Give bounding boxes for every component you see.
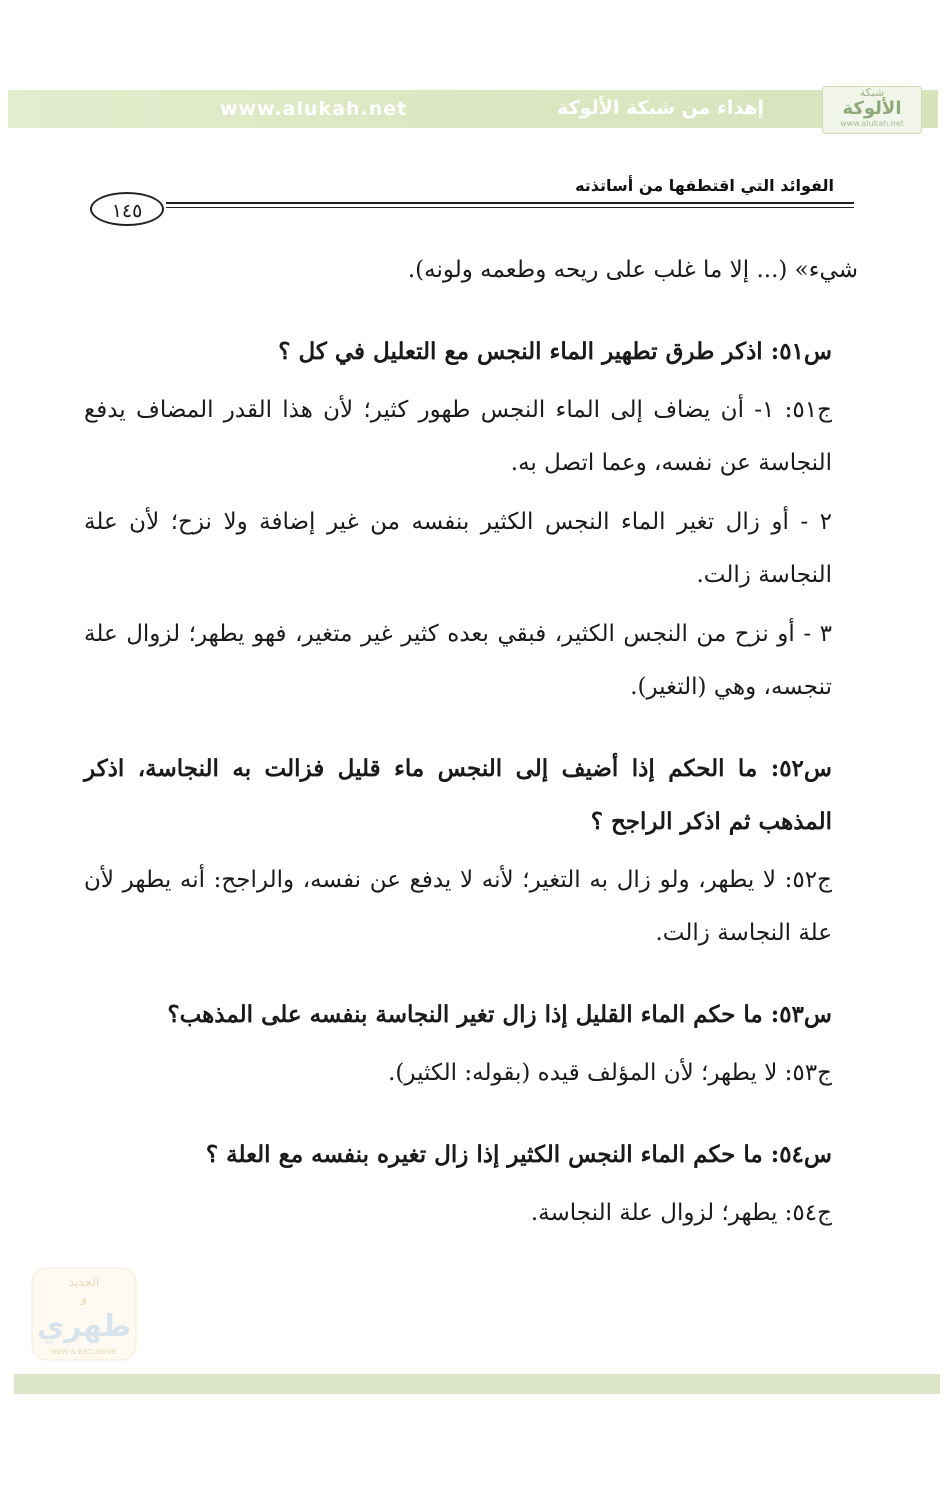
- watermark-stamp: [30, 1264, 138, 1364]
- answer-51-2: ٢ - أو زال تغير الماء النجس الكثير بنفسه من غير إضافة ولا نزح؛ لأن علة النجاسة زالت.: [84, 509, 832, 588]
- header-banner: [8, 90, 938, 128]
- question-52: س٥٢: ما الحكم إذا أضيف إلى النجس ماء قليل فزالت به النجاسة، اذكر المذهب ثم اذكر الراجح ؟: [84, 755, 832, 835]
- logo-main-text: الألوكة: [842, 98, 902, 119]
- question-54: س٥٤: ما حكم الماء النجس الكثير إذا زال تغيره بنفسه مع العلة ؟: [205, 1141, 832, 1168]
- answer-51-1: ج٥١: ١- أن يضاف إلى الماء النجس طهور كثير؛ لأن هذا القدر المضاف يدفع النجاسة عن نفسه، وعما اتصل به.: [84, 397, 832, 476]
- running-title: الفوائد التي اقتطفها من أساتذته: [575, 176, 834, 195]
- stamp-sub: NEW & EXCLUSIVE: [51, 1348, 117, 1356]
- page-number: ١٤٥: [90, 192, 164, 226]
- logo-url-text: www.alukah.net: [840, 119, 904, 128]
- header-rule: [166, 202, 854, 204]
- stamp-main: طهري: [36, 1309, 132, 1344]
- answer-52: ج٥٢: لا يطهر، ولو زال به التغير؛ لأنه لا يدفع عن نفسه، والراجح: أنه يطهر لأن علة النجاسة زالت.: [84, 867, 832, 946]
- logo-small-text: شبكة: [859, 86, 885, 99]
- answer-53: ج٥٣: لا يطهر؛ لأن المؤلف قيده (بقوله: الكثير).: [388, 1060, 832, 1086]
- header-rule-thin: [166, 207, 854, 208]
- answer-51-3: ٣ - أو نزح من النجس الكثير، فبقي بعده كثير غير متغير، فهو يطهر؛ لزوال علة تنجسه، وهي (التغير).: [84, 621, 832, 700]
- question-53: س٥٣: ما حكم الماء القليل إذا زال تغير النجاسة بنفسه على المذهب؟: [167, 1001, 832, 1028]
- question-51: س٥١: اذكر طرق تطهير الماء النجس مع التعليل في كل ؟: [278, 338, 832, 365]
- stamp-mid: و: [81, 1291, 87, 1305]
- page-content: [84, 244, 858, 1240]
- gift-text: إهداء من شبكة الألوكة: [557, 97, 764, 119]
- answer-54: ج٥٤: يطهر؛ لزوال علة النجاسة.: [530, 1200, 832, 1226]
- alukah-logo: [822, 86, 922, 134]
- footer-band: [14, 1374, 940, 1394]
- site-url[interactable]: www.alukah.net: [220, 98, 408, 120]
- stamp-top: الجديد: [68, 1275, 100, 1289]
- paragraph-continuation: شيء» (... إلا ما غلب على ريحه وطعمه ولونه).: [407, 257, 858, 283]
